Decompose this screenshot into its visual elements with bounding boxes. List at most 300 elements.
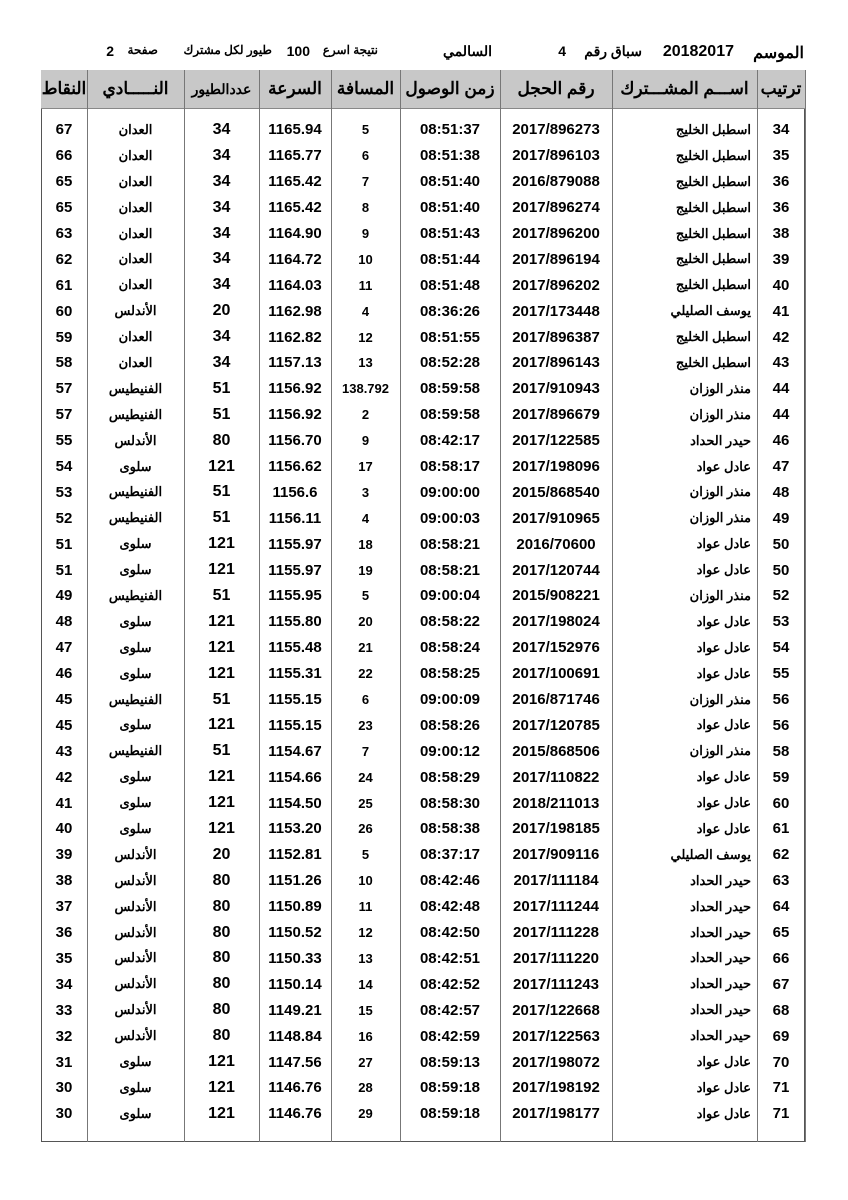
col-header-birds: عددالطيور xyxy=(184,70,259,109)
ring-number-cell: 2017/111243 xyxy=(513,975,599,993)
bird-count-cell: 80 xyxy=(212,431,231,449)
results-table xyxy=(41,70,805,1127)
club-cell: العدان xyxy=(118,329,153,345)
bird-count-cell: 121 xyxy=(208,1053,235,1070)
club-cell: الأندلس xyxy=(114,924,157,940)
rank-cell: 59 xyxy=(772,768,790,786)
points-cell: 51 xyxy=(55,535,73,553)
club-cell: الأندلس xyxy=(114,1028,157,1044)
participant-name-cell: منذر الوزان xyxy=(689,587,751,603)
arrival-time-cell: 08:51:48 xyxy=(419,276,481,294)
participant-name-cell: عادل عواد xyxy=(696,639,751,655)
bird-count-cell: 121 xyxy=(208,1078,235,1096)
participant-name-cell: اسطبل الخليج xyxy=(675,173,751,189)
points-cell: 43 xyxy=(55,742,73,760)
club-cell: الفنيطيس xyxy=(108,510,163,526)
table-row xyxy=(41,454,805,480)
speed-cell: 1155.97 xyxy=(268,561,322,579)
col-divider xyxy=(612,70,613,1142)
speed-cell: 1154.50 xyxy=(268,794,322,812)
club-cell: العدان xyxy=(118,251,153,267)
participant-name-cell: اسطبل الخليج xyxy=(675,121,751,137)
participant-name-cell: حيدر الحداد xyxy=(690,924,751,940)
distance-cell: 20 xyxy=(358,614,373,630)
speed-cell: 1151.26 xyxy=(268,872,322,890)
participant-name-cell: اسطبل الخليج xyxy=(675,277,751,293)
distance-cell: 8 xyxy=(361,200,370,216)
table-row xyxy=(41,661,805,687)
distance-cell: 21 xyxy=(358,640,373,656)
points-cell: 65 xyxy=(55,173,73,191)
arrival-time-cell: 08:58:21 xyxy=(419,561,481,579)
arrival-time-cell: 08:58:22 xyxy=(419,613,481,631)
participant-name-cell: عادل عواد xyxy=(696,717,751,733)
speed-cell: 1165.42 xyxy=(268,199,322,217)
arrival-time-cell: 08:51:38 xyxy=(419,147,481,165)
participant-name-cell: عادل عواد xyxy=(696,795,751,811)
arrival-time-cell: 08:42:52 xyxy=(419,975,481,993)
table-row xyxy=(41,169,805,195)
bird-count-cell: 121 xyxy=(208,1104,235,1122)
table-row xyxy=(41,687,805,713)
participant-name-cell: عادل عواد xyxy=(696,1054,751,1069)
table-row xyxy=(41,1075,805,1101)
points-cell: 48 xyxy=(55,613,73,631)
distance-cell: 16 xyxy=(358,1028,373,1044)
bird-count-cell: 80 xyxy=(212,949,231,967)
table-row xyxy=(41,350,805,376)
participant-name-cell: عادل عواد xyxy=(696,769,751,785)
rank-cell: 63 xyxy=(772,872,790,890)
rank-cell: 58 xyxy=(772,742,790,760)
table-row xyxy=(41,764,805,790)
table-row xyxy=(41,738,805,764)
rank-cell: 68 xyxy=(772,1001,790,1019)
ring-number-cell: 2017/896202 xyxy=(512,276,600,294)
arrival-time-cell: 08:58:21 xyxy=(419,535,481,553)
participant-name-cell: اسطبل الخليج xyxy=(675,354,751,370)
arrival-time-cell: 08:52:28 xyxy=(419,354,481,372)
rank-cell: 64 xyxy=(772,898,790,916)
distance-cell: 14 xyxy=(358,976,373,992)
distance-cell: 13 xyxy=(358,950,373,966)
col-header-speed: السرعة xyxy=(259,70,331,109)
ring-number-cell: 2017/896679 xyxy=(512,406,600,424)
participant-name-cell: حيدر الحداد xyxy=(690,976,751,992)
rank-cell: 53 xyxy=(772,613,790,631)
table-row xyxy=(41,790,805,816)
participant-name-cell: عادل عواد xyxy=(696,820,751,836)
points-cell: 54 xyxy=(55,458,73,476)
ring-number-cell: 2017/198177 xyxy=(512,1105,600,1123)
rank-cell: 41 xyxy=(772,302,790,320)
distance-cell: 11 xyxy=(358,899,373,915)
ring-number-cell: 2017/122563 xyxy=(512,1027,600,1045)
bird-count-cell: 121 xyxy=(208,794,235,812)
arrival-time-cell: 09:00:00 xyxy=(419,483,481,501)
speed-cell: 1156.92 xyxy=(268,380,322,398)
speed-cell: 1155.95 xyxy=(268,587,322,605)
rank-cell: 56 xyxy=(772,716,790,734)
club-cell: سلوى xyxy=(119,639,152,655)
points-cell: 47 xyxy=(55,639,73,657)
distance-cell: 5 xyxy=(361,122,370,138)
ring-number-cell: 2017/198072 xyxy=(512,1053,600,1071)
ring-number-cell: 2015/868540 xyxy=(512,483,600,501)
arrival-time-cell: 08:51:43 xyxy=(419,225,481,242)
speed-cell: 1147.56 xyxy=(268,1053,322,1071)
points-cell: 65 xyxy=(55,199,73,217)
club-cell: العدان xyxy=(118,354,153,370)
bird-count-cell: 121 xyxy=(208,768,235,786)
arrival-time-cell: 08:51:40 xyxy=(419,173,481,191)
participant-name-cell: منذر الوزان xyxy=(689,406,751,422)
bird-count-cell: 34 xyxy=(212,353,231,371)
table-row xyxy=(41,557,805,583)
club-cell: الفنيطيس xyxy=(108,743,163,759)
rank-cell: 55 xyxy=(772,665,790,683)
distance-cell: 6 xyxy=(361,692,370,708)
ring-number-cell: 2017/896387 xyxy=(512,328,600,346)
participant-name-cell: اسطبل الخليج xyxy=(675,199,751,215)
rank-cell: 60 xyxy=(772,794,790,812)
rank-cell: 52 xyxy=(772,587,790,605)
ring-number-cell: 2017/896200 xyxy=(512,225,600,242)
ring-number-cell: 2017/198024 xyxy=(512,613,600,631)
table-row xyxy=(41,1049,805,1075)
club-cell: العدان xyxy=(118,277,153,293)
table-row xyxy=(41,971,805,997)
rank-cell: 44 xyxy=(772,380,790,398)
arrival-time-cell: 08:36:26 xyxy=(419,302,481,320)
club-cell: الفنيطيس xyxy=(108,484,163,500)
col-header-distance: المسافة xyxy=(331,70,400,109)
bird-count-cell: 80 xyxy=(212,975,231,993)
ring-number-cell: 2017/111244 xyxy=(513,898,599,916)
table-row xyxy=(41,712,805,738)
col-header-rank: ترتيب xyxy=(757,70,805,109)
points-cell: 30 xyxy=(55,1079,73,1097)
table-row xyxy=(41,195,805,221)
arrival-time-cell: 08:51:37 xyxy=(419,121,481,139)
arrival-time-cell: 08:58:29 xyxy=(419,768,481,786)
race-value: 4 xyxy=(558,43,566,59)
bird-count-cell: 51 xyxy=(212,690,231,708)
arrival-time-cell: 08:51:44 xyxy=(419,250,481,268)
club-cell: سلوى xyxy=(119,1105,152,1121)
club-cell: العدان xyxy=(118,173,153,189)
table-row xyxy=(41,894,805,920)
table-row xyxy=(41,479,805,505)
rank-cell: 35 xyxy=(772,147,790,165)
bird-count-cell: 51 xyxy=(212,405,231,423)
ring-number-cell: 2017/896194 xyxy=(512,250,600,268)
col-header-points: النقاط xyxy=(41,70,87,109)
participant-name-cell: يوسف الصليلي xyxy=(670,846,751,862)
col-header-ring: رقم الحجل xyxy=(500,70,612,109)
table-row xyxy=(41,920,805,946)
rank-cell: 47 xyxy=(772,458,790,476)
points-cell: 63 xyxy=(55,225,73,242)
arrival-time-cell: 08:59:13 xyxy=(419,1053,481,1071)
points-cell: 51 xyxy=(55,561,73,579)
distance-cell: 3 xyxy=(361,484,370,500)
club-cell: الأندلس xyxy=(114,976,157,992)
rank-cell: 44 xyxy=(772,406,790,424)
page-label: صفحة xyxy=(127,43,158,57)
rank-cell: 50 xyxy=(772,561,790,579)
arrival-time-cell: 08:42:48 xyxy=(419,898,481,916)
points-cell: 66 xyxy=(55,147,73,165)
club-cell: الفنيطيس xyxy=(108,380,163,396)
points-cell: 58 xyxy=(55,354,73,372)
distance-cell: 10 xyxy=(358,251,373,267)
arrival-time-cell: 08:58:17 xyxy=(419,458,481,476)
bird-count-cell: 80 xyxy=(212,897,231,915)
rank-cell: 42 xyxy=(772,328,790,346)
table-row xyxy=(41,635,805,661)
speed-cell: 1157.13 xyxy=(268,354,322,372)
ring-number-cell: 2017/120785 xyxy=(512,716,600,734)
club-cell: الأندلس xyxy=(114,898,157,914)
speed-cell: 1146.76 xyxy=(268,1079,322,1097)
ring-number-cell: 2017/198185 xyxy=(512,820,600,838)
header-spacer xyxy=(41,109,805,118)
distance-cell: 11 xyxy=(358,277,373,293)
table-header-row xyxy=(41,70,805,109)
rank-cell: 50 xyxy=(772,535,790,553)
distance-cell: 25 xyxy=(358,795,373,811)
ring-number-cell: 2017/910943 xyxy=(512,380,600,398)
participant-name-cell: حيدر الحداد xyxy=(690,1028,751,1044)
table-row xyxy=(41,221,805,247)
arrival-time-cell: 08:42:51 xyxy=(419,949,481,967)
arrival-time-cell: 09:00:09 xyxy=(419,691,481,709)
race-label: سباق رقم xyxy=(584,43,642,59)
table-row xyxy=(41,324,805,350)
speed-cell: 1164.90 xyxy=(268,225,322,242)
distance-cell: 4 xyxy=(361,510,370,526)
rank-cell: 43 xyxy=(772,354,790,372)
page-header xyxy=(44,43,804,67)
participant-name-cell: اسطبل الخليج xyxy=(675,329,751,345)
distance-cell: 23 xyxy=(358,717,373,733)
participant-name-cell: منذر الوزان xyxy=(689,691,751,707)
distance-cell: 4 xyxy=(361,303,370,319)
arrival-time-cell: 08:42:17 xyxy=(419,432,481,450)
speed-cell: 1155.15 xyxy=(268,716,322,734)
arrival-time-cell: 08:59:58 xyxy=(419,380,481,398)
col-header-club: النـــــادي xyxy=(87,70,184,109)
distance-cell: 9 xyxy=(361,433,370,449)
speed-cell: 1154.67 xyxy=(268,742,322,760)
ring-number-cell: 2015/908221 xyxy=(512,587,600,605)
rank-cell: 54 xyxy=(772,639,790,657)
points-cell: 33 xyxy=(55,1001,73,1019)
distance-cell: 19 xyxy=(358,562,373,578)
speed-cell: 1155.31 xyxy=(268,665,322,683)
distance-cell: 2 xyxy=(361,407,370,423)
rank-cell: 71 xyxy=(772,1105,790,1123)
bird-count-cell: 121 xyxy=(208,457,235,475)
points-cell: 45 xyxy=(55,716,73,734)
club-cell: سلوى xyxy=(119,820,152,836)
table-row xyxy=(41,505,805,531)
speed-cell: 1156.11 xyxy=(268,509,322,527)
table-row xyxy=(41,376,805,402)
bird-count-cell: 121 xyxy=(208,612,235,630)
page-number: 2 xyxy=(106,43,114,59)
arrival-time-cell: 08:58:24 xyxy=(419,639,481,657)
ring-number-cell: 2017/910965 xyxy=(512,509,600,527)
points-cell: 60 xyxy=(55,302,73,320)
points-cell: 57 xyxy=(55,380,73,398)
points-cell: 31 xyxy=(55,1053,73,1071)
club-cell: العدان xyxy=(118,225,153,241)
speed-cell: 1154.66 xyxy=(268,768,322,786)
points-cell: 34 xyxy=(55,975,73,993)
speed-cell: 1149.21 xyxy=(268,1001,322,1019)
distance-cell: 6 xyxy=(361,148,370,164)
speed-cell: 1164.72 xyxy=(268,250,322,268)
bird-count-cell: 121 xyxy=(208,638,235,656)
club-cell: العدان xyxy=(118,199,153,215)
speed-cell: 1165.94 xyxy=(268,121,322,139)
ring-number-cell: 2017/896103 xyxy=(512,147,600,165)
table-row xyxy=(41,531,805,557)
club-cell: سلوى xyxy=(119,458,152,474)
rank-cell: 38 xyxy=(772,225,790,242)
speed-cell: 1155.97 xyxy=(268,535,322,553)
speed-cell: 1152.81 xyxy=(268,846,322,864)
ring-number-cell: 2017/120744 xyxy=(512,561,600,579)
rank-cell: 40 xyxy=(772,276,790,294)
rank-cell: 48 xyxy=(772,483,790,501)
points-cell: 30 xyxy=(55,1105,73,1123)
arrival-time-cell: 09:00:12 xyxy=(419,742,481,760)
speed-cell: 1156.6 xyxy=(272,483,318,501)
col-divider xyxy=(87,70,88,1142)
ring-number-cell: 2017/111228 xyxy=(513,924,599,942)
rank-cell: 46 xyxy=(772,432,790,450)
points-cell: 57 xyxy=(55,406,73,424)
ring-number-cell: 2017/100691 xyxy=(512,665,600,683)
speed-cell: 1156.62 xyxy=(268,458,322,476)
bird-count-cell: 34 xyxy=(212,224,231,242)
table-row xyxy=(41,868,805,894)
bird-count-cell: 20 xyxy=(212,845,231,863)
bird-count-cell: 34 xyxy=(212,146,231,164)
club-cell: الفنيطيس xyxy=(108,691,163,707)
points-cell: 55 xyxy=(55,432,73,450)
participant-name-cell: عادل عواد xyxy=(696,458,751,474)
bird-count-cell: 121 xyxy=(208,664,235,682)
bird-count-cell: 34 xyxy=(212,276,231,294)
ring-number-cell: 2017/111184 xyxy=(513,872,599,890)
participant-name-cell: منذر الوزان xyxy=(689,743,751,759)
ring-number-cell: 2017/111220 xyxy=(513,949,599,967)
club-cell: سلوى xyxy=(119,1079,152,1095)
rank-cell: 61 xyxy=(772,820,790,838)
table-row xyxy=(41,842,805,868)
bird-count-cell: 121 xyxy=(208,819,235,837)
participant-name-cell: اسطبل الخليج xyxy=(675,251,751,267)
points-cell: 41 xyxy=(55,794,73,812)
table-row xyxy=(41,246,805,272)
speed-cell: 1150.14 xyxy=(268,975,322,993)
club-cell: سلوى xyxy=(119,1054,152,1069)
rank-cell: 69 xyxy=(772,1027,790,1045)
speed-cell: 1162.82 xyxy=(268,328,322,346)
club-cell: سلوى xyxy=(119,536,152,552)
col-divider xyxy=(805,70,806,1142)
participant-name-cell: منذر الوزان xyxy=(689,484,751,500)
speed-cell: 1165.42 xyxy=(268,173,322,191)
arrival-time-cell: 08:58:30 xyxy=(419,794,481,812)
participant-name-cell: عادل عواد xyxy=(696,562,751,578)
rank-cell: 39 xyxy=(772,250,790,268)
table-row xyxy=(41,428,805,454)
club-cell: الفنيطيس xyxy=(108,587,163,603)
ring-number-cell: 2018/211013 xyxy=(512,794,600,812)
table-row xyxy=(41,143,805,169)
points-cell: 38 xyxy=(55,872,73,890)
distance-cell: 12 xyxy=(358,925,373,941)
points-cell: 36 xyxy=(55,924,73,942)
col-divider xyxy=(757,70,758,1142)
participant-name-cell: حيدر الحداد xyxy=(690,872,751,888)
ring-number-cell: 2017/896274 xyxy=(512,199,600,217)
bird-count-cell: 80 xyxy=(212,1027,231,1045)
arrival-time-cell: 08:59:18 xyxy=(419,1105,481,1123)
points-cell: 62 xyxy=(55,250,73,268)
distance-cell: 9 xyxy=(361,226,370,241)
ring-number-cell: 2017/110822 xyxy=(512,768,600,786)
speed-cell: 1156.70 xyxy=(268,432,322,450)
col-divider xyxy=(259,70,260,1142)
club-cell: سلوى xyxy=(119,717,152,733)
bird-count-cell: 80 xyxy=(212,871,231,889)
distance-cell: 12 xyxy=(358,329,373,345)
table-row xyxy=(41,609,805,635)
distance-cell: 7 xyxy=(361,743,370,759)
bird-count-cell: 51 xyxy=(212,483,231,501)
distance-cell: 27 xyxy=(358,1054,373,1070)
bird-count-cell: 34 xyxy=(212,328,231,346)
ring-number-cell: 2015/868506 xyxy=(512,742,600,760)
result-value: 100 xyxy=(286,43,310,59)
col-divider xyxy=(500,70,501,1142)
distance-cell: 26 xyxy=(358,821,373,837)
ring-number-cell: 2017/909116 xyxy=(512,846,600,864)
ring-number-cell: 2016/879088 xyxy=(512,173,600,191)
bird-count-cell: 34 xyxy=(212,120,231,138)
participant-name-cell: عادل عواد xyxy=(696,536,751,552)
distance-cell: 22 xyxy=(358,666,373,682)
speed-cell: 1148.84 xyxy=(268,1027,322,1045)
season-label: الموسم xyxy=(753,45,804,62)
club-cell: سلوى xyxy=(119,769,152,785)
arrival-time-cell: 08:37:17 xyxy=(419,846,481,864)
rank-cell: 56 xyxy=(772,691,790,709)
participant-name-cell: منذر الوزان xyxy=(689,380,751,396)
speed-cell: 1150.33 xyxy=(268,949,322,967)
table-row xyxy=(41,1023,805,1049)
club-cell: الأندلس xyxy=(114,950,157,966)
participant-name-cell: عادل عواد xyxy=(696,613,751,629)
club-cell: الفنيطيس xyxy=(108,406,163,422)
rank-cell: 62 xyxy=(772,846,790,864)
